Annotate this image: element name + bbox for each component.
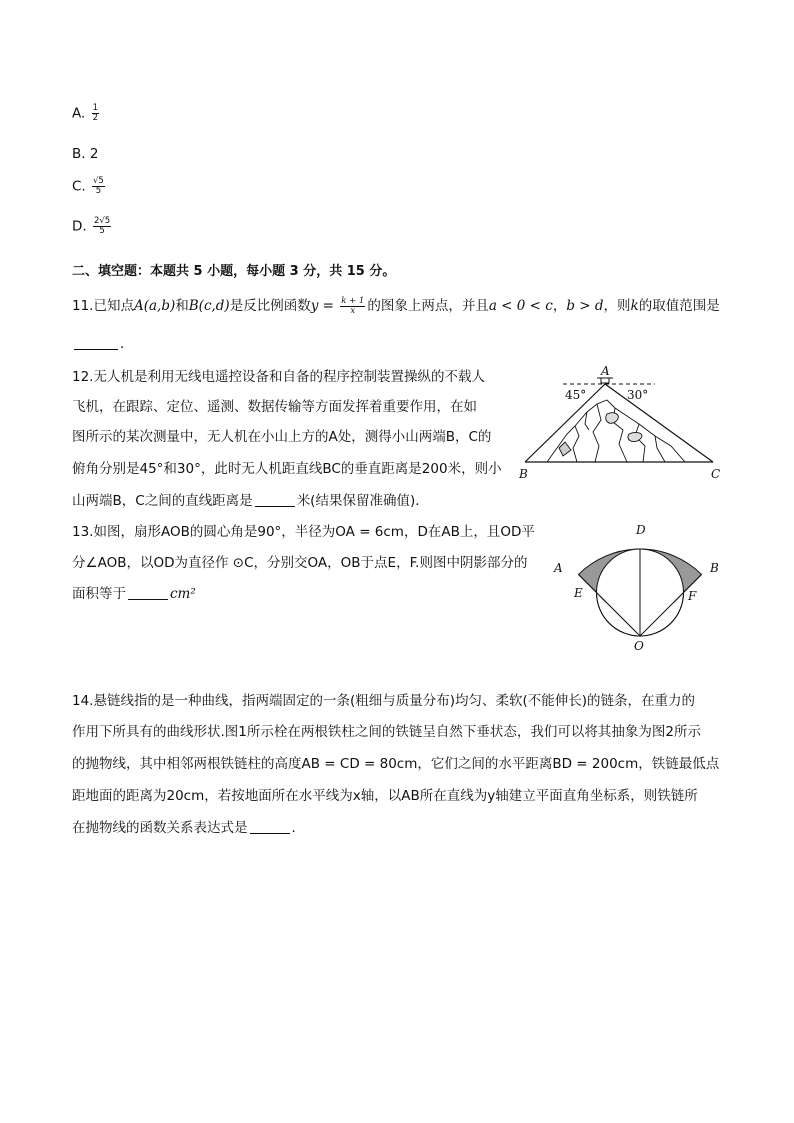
q14-line1: 14.悬链线指的是一种曲线，指两端固定的一条(粗细与质量分布)均匀、柔软(不能伸长)的链条，在重力的 bbox=[72, 693, 696, 709]
choice-d-fraction bbox=[93, 217, 111, 236]
q14-line4: 距地面的距离为20cm，若按地面所在水平线为x轴，以AB所在直线为y轴建立平面直角坐标系，则铁链所 bbox=[72, 788, 698, 804]
label-d: D bbox=[636, 523, 646, 537]
choice-c-letter: C. bbox=[72, 178, 86, 195]
label-e: E bbox=[574, 586, 583, 600]
q14-line2: 作用下所具有的曲线形状.图1所示栓在两根铁柱之间的铁链呈自然下垂状态，我们可以将其抽象为图2所示 bbox=[72, 724, 701, 740]
choice-c bbox=[72, 177, 107, 196]
q13-line3a: 面积等于 bbox=[72, 586, 126, 602]
q11-comma: ， bbox=[552, 298, 567, 314]
choice-d-num: 2√5 bbox=[93, 216, 111, 226]
q11-tail: ． bbox=[120, 336, 134, 352]
q11-prefix: 11.已知点 bbox=[72, 298, 134, 314]
q11-mid2: 是反比例函数 bbox=[229, 298, 311, 314]
q11-cond1: a < 0 < c bbox=[488, 298, 553, 314]
choice-b-value: 2 bbox=[89, 146, 99, 162]
label-a: A bbox=[601, 364, 610, 378]
choice-a-num: 1 bbox=[92, 103, 99, 113]
q11-fraction bbox=[340, 297, 365, 316]
q12-line1: 12.无人机是利用无线电遥控设备和自备的程序控制装置操纵的不载人 bbox=[72, 369, 485, 385]
q11-end: 的取值范围是 bbox=[638, 298, 720, 314]
q12-answer-blank[interactable] bbox=[255, 494, 295, 507]
q11-frac-num: k + 1 bbox=[341, 295, 365, 306]
angle-45-label: 45° bbox=[565, 388, 587, 402]
choice-d-den: 5 bbox=[99, 226, 105, 236]
mountain-icon bbox=[547, 400, 685, 462]
angle-30-label: 30° bbox=[627, 388, 649, 402]
q14-line5a: 在抛物线的函数关系表达式是 bbox=[72, 820, 248, 836]
q12-line5b: 米(结果保留准确值)． bbox=[296, 493, 429, 509]
q13-line3 bbox=[72, 582, 196, 602]
section-heading: 二、填空题：本题共 5 小题，每小题 3 分，共 15 分。 bbox=[72, 264, 396, 279]
q14-line5 bbox=[72, 816, 305, 836]
q11-mid1: 和 bbox=[175, 298, 189, 314]
q13-line2: 分∠AOB，以OD为直径作 ⊙C，分别交OA，OB于点E，F.则图中阴影部分的 bbox=[72, 555, 528, 571]
q13-unit: cm² bbox=[170, 586, 196, 602]
q12-line5 bbox=[72, 489, 429, 509]
sight-line-ac bbox=[605, 384, 713, 462]
q11-line2 bbox=[72, 332, 134, 352]
label-c: C bbox=[711, 467, 721, 481]
drone-icon bbox=[597, 378, 613, 383]
q14-line3: 的抛物线，其中相邻两根铁链柱的高度AB = CD = 80cm，它们之间的水平距离BD = 200cm，铁链最低点 bbox=[72, 756, 720, 772]
q13-sector-figure bbox=[548, 520, 728, 655]
label-o: O bbox=[634, 639, 644, 653]
q11-y-eq: y = bbox=[310, 298, 339, 314]
choice-c-num: √5 bbox=[93, 176, 104, 186]
q11-frac-den: x bbox=[350, 305, 356, 316]
label-b: B bbox=[710, 561, 719, 575]
q11-mid3: 的图象上两点，并且 bbox=[367, 298, 489, 314]
q11-point-a: A(a,b) bbox=[133, 298, 176, 314]
q12-mountain-figure bbox=[515, 364, 730, 482]
q13-line1: 13.如图，扇形AOB的圆心角是90°，半径为OA = 6cm，D在AB上，且OD平 bbox=[72, 524, 535, 540]
q11-line1 bbox=[72, 294, 720, 316]
choice-d-letter: D. bbox=[72, 218, 87, 235]
choice-a-den: 2 bbox=[92, 113, 99, 123]
choice-a bbox=[72, 104, 101, 123]
q12-line2: 飞机，在跟踪、定位、遥测、数据传输等方面发挥着重要作用，在如 bbox=[72, 399, 477, 415]
q11-cond2: b > d bbox=[566, 298, 604, 314]
q14-line5b: ． bbox=[291, 820, 305, 836]
q11-point-b: B(c,d) bbox=[188, 298, 230, 314]
label-b: B bbox=[519, 467, 528, 481]
q12-line5a: 山两端B，C之间的直线距离是 bbox=[72, 493, 253, 509]
choice-d bbox=[72, 217, 113, 236]
q13-answer-blank[interactable] bbox=[128, 587, 168, 600]
choice-c-fraction bbox=[92, 177, 105, 196]
choice-a-letter: A. bbox=[72, 105, 86, 122]
choice-b-letter: B. bbox=[72, 146, 86, 162]
q12-line4: 俯角分别是45°和30°，此时无人机距直线BC的垂直距离是200米，则小 bbox=[72, 461, 502, 477]
q12-line3: 图所示的某次测量中，无人机在小山上方的A处，测得小山两端B，C的 bbox=[72, 429, 492, 445]
choice-a-fraction bbox=[92, 104, 99, 123]
q11-answer-blank[interactable] bbox=[74, 337, 118, 350]
q11-mid4: ，则 bbox=[603, 298, 631, 314]
choice-b bbox=[72, 146, 98, 162]
choice-c-den: 5 bbox=[95, 186, 102, 196]
label-f: F bbox=[688, 589, 697, 603]
q11-k: k bbox=[630, 298, 639, 314]
label-a: A bbox=[554, 561, 563, 575]
q14-answer-blank[interactable] bbox=[250, 821, 290, 834]
